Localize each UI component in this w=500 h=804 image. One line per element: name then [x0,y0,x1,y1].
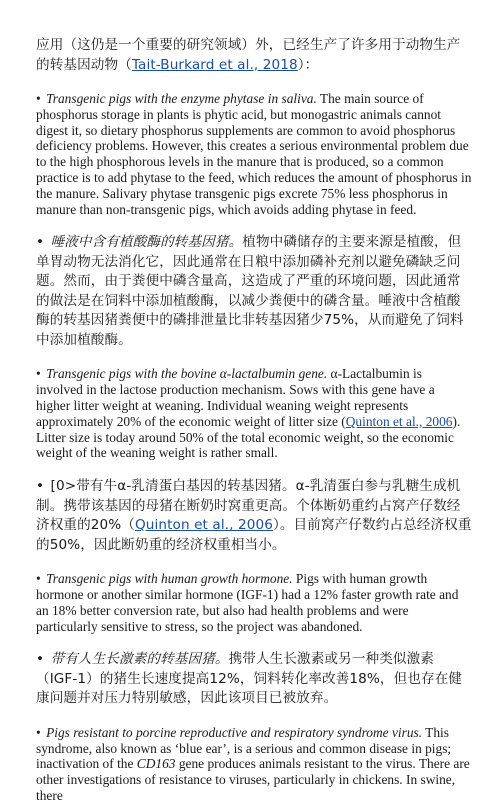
growth-hormone-paragraph-en [36,571,472,634]
section-body-cont: gene produces animals resistant to the virus. There are other investigations of resistance to viruses, particularly in chickens. In swine, there [36,756,470,804]
section-body: The main source of phosphorus storage in plants is phytic acid, but monogastric animals cannot digest it, so dietary phosphorus supplements are common to avoid phosphorus deficiency problems. However, this creates a serious environmental problem due to the high phosphorous levels in the manure that is produced, so a common practice is to add phytase to the feed, which reduces the amount of phosphorus in the manure. Salivary phytase transgenic pigs excrete 75% less phosphorus in manure than non-transgenic pigs, which avoids adding phytase in feed. [36,91,472,217]
section-title: Pigs resistant to porcine reproductive and respiratory syndrome virus. [46,724,423,740]
section-title: Transgenic pigs with the enzyme phytase in saliva. [46,91,317,106]
section-body-cont: ). Litter size is today around 50% of the total economic weight, so the economic weight of the weaning weight is rather small. [36,413,461,461]
bullet: • [36,91,41,106]
citation-link[interactable]: Quinton et al., 2006 [134,517,273,534]
section-title: 带有人生长激素的转基因猪。 [50,651,229,668]
bullet: • [36,651,45,668]
section-body: α-Lactalbumin is involved in the lactose production mechanism. Sows with this gene have a higher litter weight at weaning. Individual weaning weight represents approximately 20% of the economic weight of litter size ( [36,366,435,429]
section-body: 植物中磷储存的主要来源是植酸，但单胃动物无法消化它，因此通常在日粮中添加磷补充剂以避免磷缺乏问题。然而，由于粪便中磷含量高，这造成了严重的环境问题，因此通常的做法是在饲料中添加植酸酶，以减少粪便中的磷含量。唾液中含植酸酶的转基因猪粪便中的磷排泄量比非转基因猪少75%，从而避免了饲料中添加植酸酶。 [36,234,464,348]
citation-link[interactable]: Quinton et al., 2006 [345,413,453,429]
bullet: • [36,571,41,587]
phytase-paragraph-cn [36,233,472,350]
intro-text: 应用（这仍是一个重要的研究领域）外，已经生产了许多用于动物生产的转基因动物（ [36,37,461,73]
intro-tail: ）： [297,56,319,73]
bullet: • [36,234,45,251]
section-title: 唾液中含有植酸酶的转基因猪。 [50,234,243,251]
section-body: 携带人生长激素或另一种类似激素（IGF-1）的猪生长速度提高12%，饲料转化率改善18%，但也存在健康问题并对压力特别敏感，因此该项目已被放弃。 [36,651,463,707]
intro-paragraph [36,36,472,75]
section-body: This syndrome, also known as ‘blue ear’, is a serious and common disease in pigs; inactivation of the [36,724,452,772]
section-lead: [0>带有牛α-乳清蛋白基因的转基因猪。 [50,478,296,495]
phytase-paragraph-en [36,91,472,217]
bullet: • [36,724,41,740]
prrs-paragraph-en [36,725,472,804]
section-title: Transgenic pigs with human growth hormone. [46,571,293,587]
section-title: Transgenic pigs with the bovine α-lactalbumin gene. [46,366,328,382]
bullet: • [36,478,45,495]
lactalbumin-paragraph-cn [36,477,472,555]
bullet: • [36,366,41,382]
citation-link[interactable]: Tait-Burkard et al., 2018 [131,56,298,73]
section-body: Pigs with human growth hormone or another similar hormone (IGF-1) had a 12% faster growth rate and an 18% better conversion rate, but also had health problems and were particularly sensitive to stress, so the project was abandoned. [36,571,459,634]
growth-hormone-paragraph-cn [36,650,472,709]
section-body: α-乳清蛋白参与乳糖生成机制。携带该基因的母猪在断奶时窝重更高。个体断奶重约占窝产仔数经济权重的20%（ [36,478,461,534]
section-body-cont: ）。目前窝产仔数约占总经济权重的50%，因此断奶重的经济权重相当小。 [36,517,472,553]
lactalbumin-paragraph-en [36,366,472,461]
gene-name: CD163 [136,756,176,772]
